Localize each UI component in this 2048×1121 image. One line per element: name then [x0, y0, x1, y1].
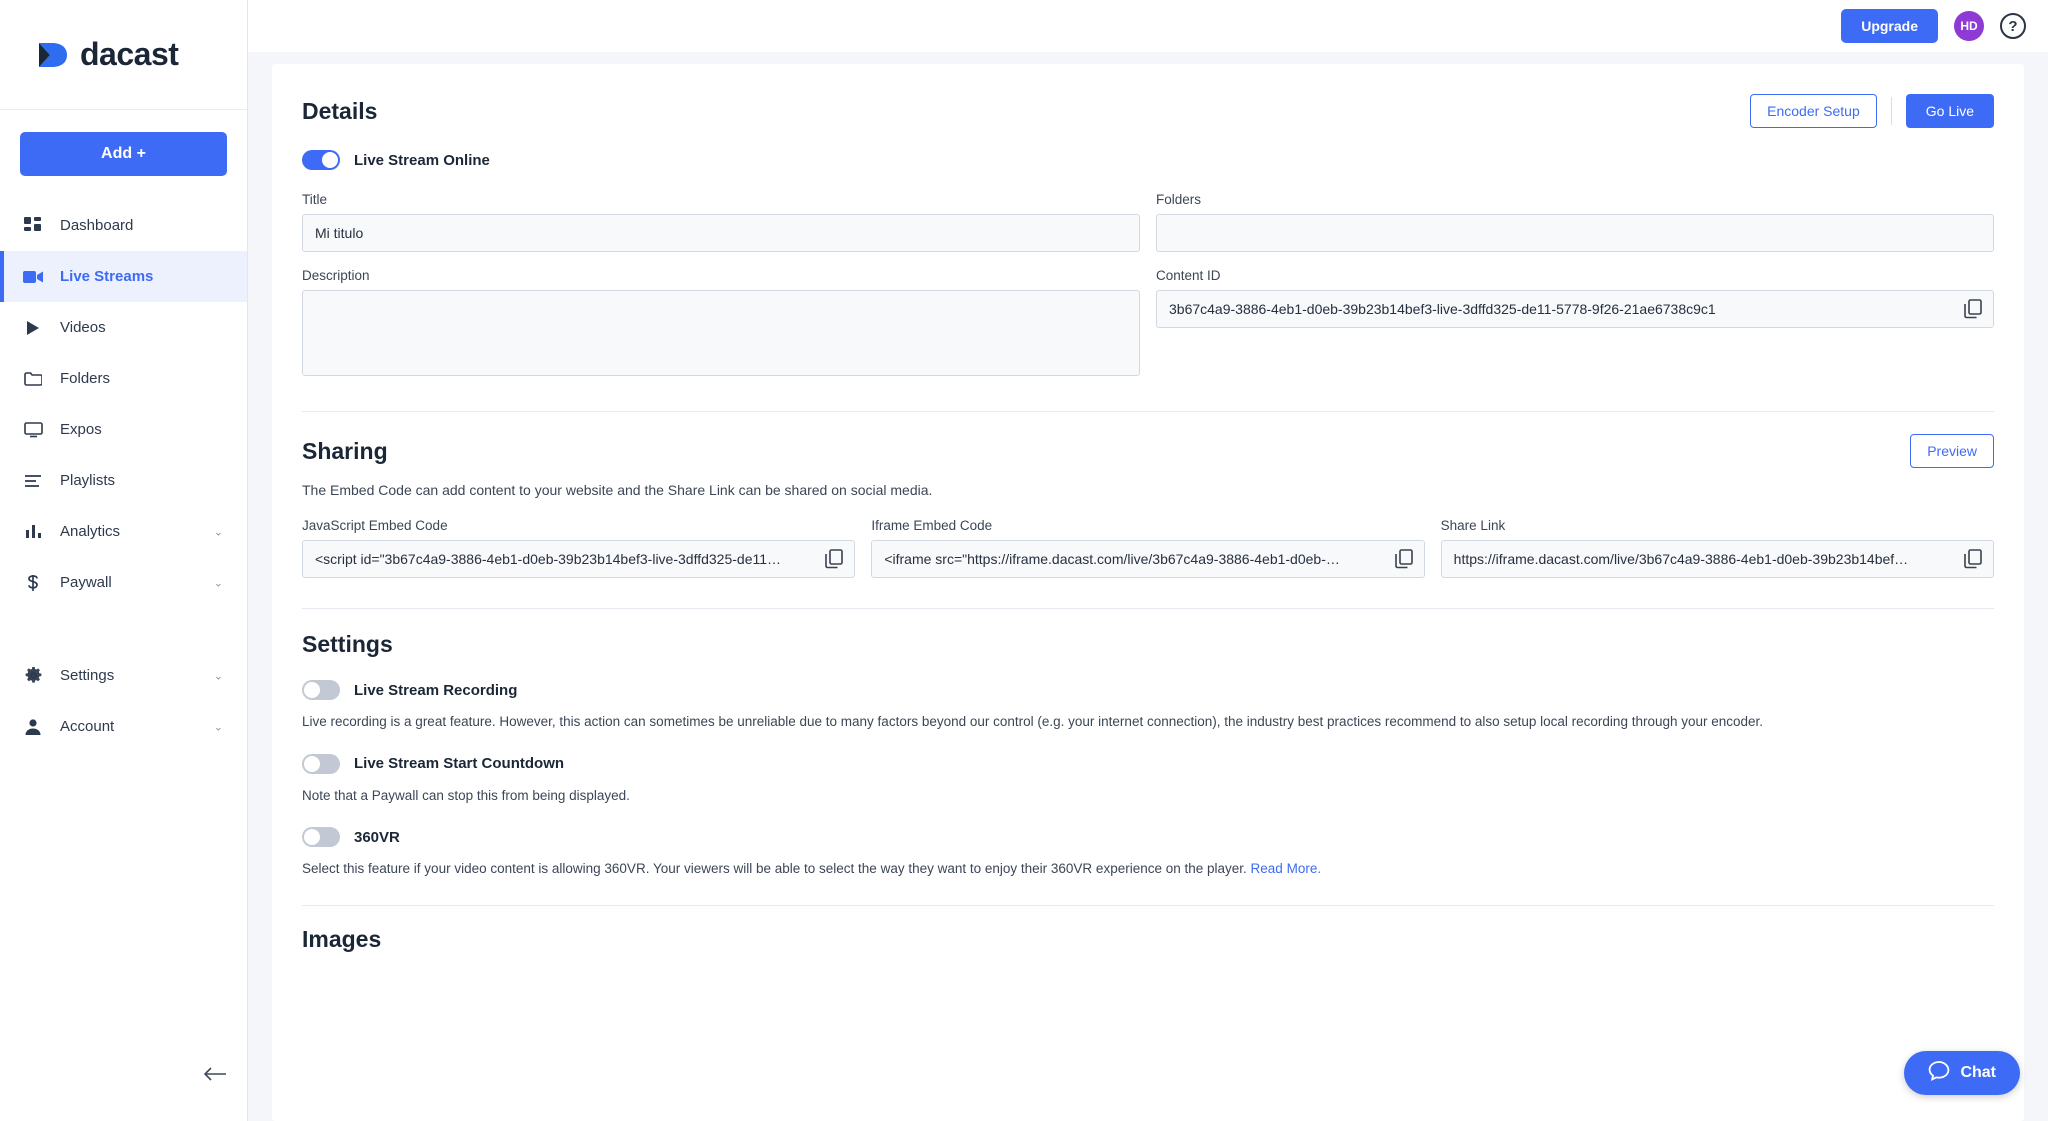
share-link-wrapper [1441, 540, 1994, 578]
content-id-input[interactable] [1156, 290, 1994, 328]
live-stream-recording-toggle[interactable] [302, 680, 340, 700]
read-more-link[interactable]: Read More. [1250, 861, 1322, 877]
live-stream-countdown-row [302, 754, 1994, 774]
js-embed-wrapper [302, 540, 855, 578]
description-field-group [302, 268, 1140, 381]
sidebar-item-playlists[interactable] [0, 455, 247, 506]
chat-button[interactable] [1904, 1051, 2020, 1095]
monitor-icon [20, 419, 46, 441]
details-fields-row1 [302, 192, 1994, 252]
page-title: Details [302, 97, 378, 124]
sidebar-item-label: Analytics [60, 523, 121, 540]
share-link-input[interactable] [1441, 540, 1994, 578]
gear-icon [20, 665, 46, 687]
copy-icon[interactable] [825, 549, 843, 569]
iframe-embed-wrapper [871, 540, 1424, 578]
live-stream-online-row [302, 150, 1994, 170]
chevron-down-icon: ⌄ [213, 721, 223, 733]
logo[interactable] [0, 0, 247, 110]
chat-bubble-icon [1928, 1060, 1950, 1087]
vr-label: 360VR [354, 828, 400, 846]
sidebar-item-videos[interactable] [0, 302, 247, 353]
title-field-label: Title [302, 192, 328, 207]
preview-button[interactable]: Preview [1910, 434, 1994, 468]
details-card [272, 64, 2024, 1121]
chevron-down-icon: ⌄ [213, 526, 223, 538]
dollar-icon [20, 572, 46, 594]
sidebar-nav [0, 200, 247, 752]
settings-title: Settings [302, 631, 393, 657]
divider [1891, 97, 1892, 125]
sidebar-item-account[interactable] [0, 701, 247, 752]
copy-icon[interactable] [1964, 549, 1982, 569]
live-stream-online-label: Live Stream Online [354, 151, 490, 169]
main-content [248, 0, 2048, 1121]
sidebar-item-label: Account [60, 718, 115, 735]
description-textarea[interactable] [302, 290, 1140, 376]
dacast-logo-icon [34, 36, 72, 74]
details-fields-row2 [302, 268, 1994, 381]
iframe-embed-label: Iframe Embed Code [871, 518, 993, 533]
sidebar-item-label: Folders [60, 370, 111, 387]
chat-label: Chat [1960, 1064, 1996, 1081]
details-header [302, 94, 1994, 128]
sidebar-item-analytics[interactable] [0, 506, 247, 557]
sidebar-item-label: Paywall [60, 574, 112, 591]
sidebar-item-dashboard[interactable] [0, 200, 247, 251]
live-stream-countdown-label: Live Stream Start Countdown [354, 755, 565, 773]
sidebar-item-label: Expos [60, 421, 102, 438]
sidebar-item-label: Dashboard [60, 217, 134, 234]
setting-live-stream-countdown [302, 754, 1994, 806]
sidebar-collapse-button[interactable] [200, 1059, 230, 1089]
sharing-description: The Embed Code can add content to your website and the Share Link can be shared on social media. [302, 482, 933, 498]
avatar[interactable]: HD [1954, 11, 1984, 41]
video-camera-icon [20, 266, 46, 288]
share-link-group [1441, 518, 1994, 578]
content-id-wrapper [1156, 290, 1994, 328]
sidebar [0, 0, 248, 1121]
divider [302, 905, 1994, 906]
divider [302, 411, 1994, 412]
setting-live-stream-recording [302, 680, 1994, 732]
description-label: Description [302, 268, 370, 283]
sidebar-item-expos[interactable] [0, 404, 247, 455]
sidebar-item-settings[interactable] [0, 650, 247, 701]
sidebar-item-label: Videos [60, 319, 106, 336]
sidebar-item-label: Playlists [60, 472, 116, 489]
iframe-embed-group [871, 518, 1424, 578]
topbar [248, 0, 2048, 52]
vr-description-wrapper [302, 859, 1994, 879]
title-input[interactable] [302, 214, 1140, 252]
sidebar-item-folders[interactable] [0, 353, 247, 404]
setting-360vr [302, 827, 1994, 879]
sidebar-item-paywall[interactable] [0, 557, 247, 608]
sidebar-item-label: Live Streams [60, 268, 154, 285]
js-embed-group [302, 518, 855, 578]
playlist-icon [20, 470, 46, 492]
live-stream-recording-row [302, 680, 1994, 700]
dashboard-icon [20, 215, 46, 237]
live-stream-countdown-toggle[interactable] [302, 754, 340, 774]
divider [302, 608, 1994, 609]
vr-row [302, 827, 1994, 847]
bar-chart-icon [20, 521, 46, 543]
live-stream-recording-label: Live Stream Recording [354, 681, 518, 699]
logo-text: dacast [80, 36, 179, 72]
js-embed-label: JavaScript Embed Code [302, 518, 448, 533]
user-icon [20, 716, 46, 738]
content-id-field-group [1156, 268, 1994, 381]
chevron-down-icon: ⌄ [213, 670, 223, 682]
iframe-embed-input[interactable] [871, 540, 1424, 578]
live-stream-online-toggle[interactable] [302, 150, 340, 170]
sharing-fields [302, 518, 1994, 578]
js-embed-input[interactable] [302, 540, 855, 578]
live-stream-recording-description: Live recording is a great feature. However, this action can sometimes be unreliable due to many factors beyond our control (e.g. your internet connection), the industry best practices recommend to also setup local recording through your encoder. [302, 714, 1764, 729]
chevron-down-icon: ⌄ [213, 577, 223, 589]
folder-icon [20, 368, 46, 390]
help-icon[interactable]: ? [2000, 13, 2026, 39]
vr-description: Select this feature if your video content is allowing 360VR. Your viewers will be able to select the way they want to enjoy their 360VR experience on the player. [302, 861, 1251, 877]
content-id-label: Content ID [1156, 268, 1221, 283]
encoder-setup-button[interactable]: Encoder Setup [1750, 94, 1877, 128]
images-title: Images [302, 925, 382, 952]
folders-field-group [1156, 192, 1994, 252]
copy-icon[interactable] [1964, 299, 1982, 319]
add-button[interactable]: Add + [20, 132, 227, 176]
title-field-group [302, 192, 1140, 252]
folders-field-label: Folders [1156, 192, 1202, 207]
sharing-title: Sharing [302, 437, 388, 464]
go-live-button[interactable]: Go Live [1906, 94, 1994, 128]
sidebar-item-label: Settings [60, 667, 115, 684]
vr-toggle[interactable] [302, 827, 340, 847]
upgrade-button[interactable]: Upgrade [1841, 9, 1938, 43]
play-icon [20, 317, 46, 339]
sharing-header [302, 434, 1994, 468]
copy-icon[interactable] [1395, 549, 1413, 569]
live-stream-countdown-description: Note that a Paywall can stop this from being displayed. [302, 787, 630, 803]
share-link-label: Share Link [1440, 518, 1506, 533]
sidebar-item-live-streams[interactable] [0, 251, 247, 302]
details-actions [1750, 94, 1994, 128]
folders-input[interactable] [1156, 214, 1994, 252]
